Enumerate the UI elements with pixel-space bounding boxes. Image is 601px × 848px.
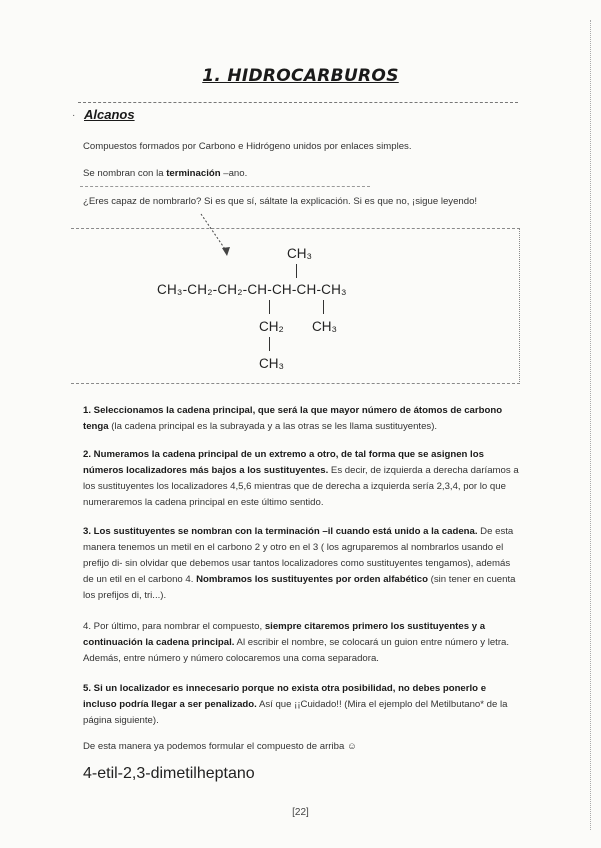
step-5: 5. Si un localizador es innecesario porque no exista otra posibilidad, no debes ponerlo e incluso podría llegar a ser penalizado. Así que ¡¡Cuidado!! (Mira el ejemplo del Metilbutano* de la página siguiente). — [83, 683, 508, 726]
right-methyl: CH₃ — [312, 319, 337, 334]
section-heading: Alcanos — [84, 107, 135, 122]
closing-line: De esta manera ya podemos formular el compuesto de arriba ☺ — [83, 741, 357, 752]
top-branch-methyl: CH₃ — [287, 246, 312, 261]
page-title: 1. HIDROCARBUROS — [202, 66, 399, 86]
ethyl-ch2: CH₂ — [259, 319, 284, 334]
intro-divider — [80, 186, 370, 187]
page-number: [22] — [292, 807, 309, 818]
challenge-question: ¿Eres capaz de nombrarlo? Si es que sí, sáltate la explicación. Si es que no, ¡sigue leyendo! — [83, 196, 478, 207]
title-divider — [78, 102, 518, 103]
right-bond — [323, 300, 324, 314]
scan-edge — [590, 20, 591, 830]
compound-name: 4-etil-2,3-dimetilheptano — [83, 765, 255, 782]
step-4: 4. Por último, para nombrar el compuesto, siempre citaremos primero los sustituyentes y a continuación la cadena principal. Al escribir el nombre, se colocará un guion entre número y letra. Además, entre número y número colocaremos una coma separadora. — [83, 621, 510, 664]
ethyl-bond — [269, 337, 270, 351]
step-3: 3. Los sustituyentes se nombran con la terminación –il cuando está unido a la cadena. De esta manera tenemos un metil en el carbono 2 y otro en el 3 ( los agruparemos al nombrarlos usando el prefijo di- sin olvidar que debemos usar tantos localizadores como sustituyentes tengamos), además de un etil en el carbono 4. Nombramos los sustituyentes por orden alfabético (sin tener en cuenta los prefijos di, tri...). — [83, 526, 516, 601]
naming-rule: Se nombran con la terminación –ano. — [83, 168, 248, 179]
pointer-arrow — [195, 210, 235, 260]
main-chain: CH₃-CH₂-CH₂-CH-CH-CH-CH₃ — [157, 282, 347, 297]
ethyl-ch3: CH₃ — [259, 356, 284, 371]
intro-paragraph: Compuestos formados por Carbono e Hidrógeno unidos por enlaces simples. — [83, 141, 412, 152]
step-2: 2. Numeramos la cadena principal de un extremo a otro, de tal forma que se asignen los números localizadores más bajos a los sustituyentes. Es decir, de izquierda a derecha daríamos a los sustituyentes los localizadores 4,5,6 mientras que de derecha a izquierda sería 2,3,4, por lo que numeraremos la cadena principal en este último sentido. — [83, 449, 519, 508]
step-1: 1. Seleccionamos la cadena principal, que será la que mayor número de átomos de carbono tenga (la cadena principal es la subrayada y a las otras se les llama sustituyentes). — [83, 405, 503, 432]
top-bond — [296, 264, 297, 278]
bullet-mark: · — [72, 110, 76, 121]
left-bond — [269, 300, 270, 314]
